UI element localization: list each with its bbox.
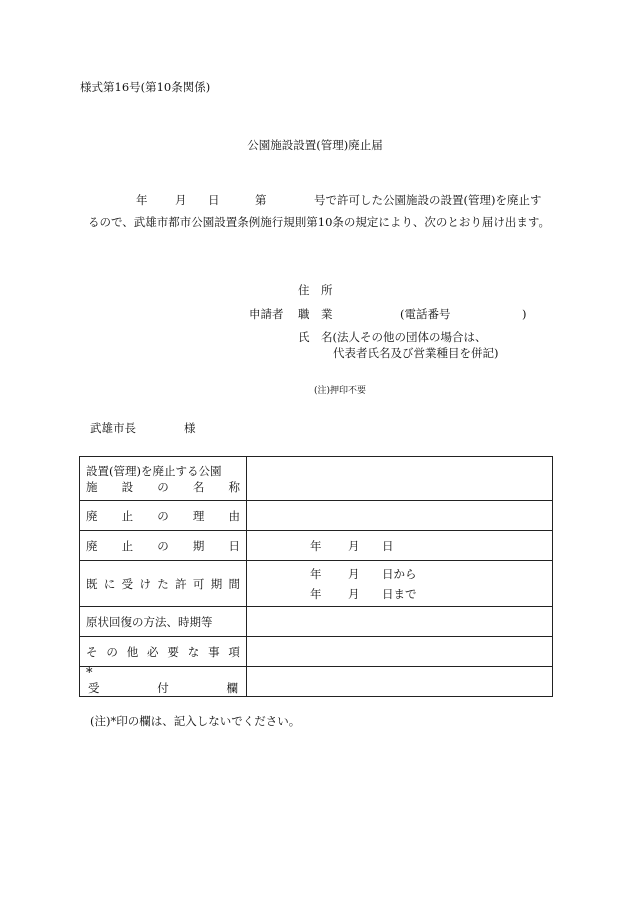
label-char: 廃: [86, 508, 98, 523]
label-char: そ: [86, 644, 98, 659]
label-char: に: [103, 576, 116, 591]
from-year: 年: [310, 566, 322, 581]
label-char: 受: [121, 576, 134, 591]
restoration-method-label: 原状回復の方法、時期等: [80, 607, 247, 637]
declaration-line-2: るので、武雄市都市公園設置条例施行規則第10条の規定により、次のとおり届け出ます。: [88, 215, 550, 229]
facility-name-field[interactable]: [247, 457, 553, 501]
abolition-reason-field[interactable]: [247, 501, 553, 531]
label-char: 必: [147, 644, 159, 659]
table-row: [80, 531, 553, 561]
other-matters-field[interactable]: [247, 637, 553, 667]
declaration-line1-rest: 号で許可した公園施設の設置(管理)を廃止す: [314, 193, 542, 207]
label-char: 事: [208, 644, 220, 659]
date-day: 日: [382, 538, 394, 553]
label-char: 設: [121, 479, 134, 494]
label-char: 可: [192, 576, 205, 591]
label-char: 理: [192, 508, 205, 523]
facility-name-label: [80, 457, 247, 501]
to-month: 月: [348, 587, 360, 602]
label-char: 他: [126, 644, 139, 659]
bottom-note: (注)*印の欄は、記入しないでください。: [90, 714, 301, 728]
other-matters-label: [80, 637, 247, 667]
label-char: 称: [228, 479, 240, 494]
facility-name-label-line2: [86, 479, 240, 495]
label-char: 名: [192, 479, 205, 494]
label-char: 由: [228, 508, 240, 523]
table-row: [80, 607, 553, 637]
label-char: の: [157, 479, 169, 494]
from-month: 月: [348, 566, 360, 581]
to-year: 年: [310, 587, 322, 602]
table-row: [80, 457, 553, 501]
table-row: [80, 561, 553, 607]
label-char: 施: [86, 479, 98, 494]
label-char: 廃: [86, 538, 98, 553]
name-label: 氏 名(法人その他の団体の場合は、: [298, 330, 487, 344]
declaration-month: 月: [175, 193, 187, 207]
label-char: 既: [86, 576, 98, 591]
label-char: 欄: [226, 680, 238, 695]
label-char: 止: [121, 508, 134, 523]
applicant-label: 申請者: [249, 307, 284, 321]
label-char: 期: [210, 576, 223, 591]
label-char: 間: [228, 576, 240, 591]
label-char: け: [139, 576, 151, 591]
addressee-honorific: 様: [184, 421, 196, 435]
label-char: 許: [175, 576, 187, 591]
asterisk-mark: *: [86, 665, 93, 681]
label-char: 受: [88, 680, 100, 695]
label-char: 付: [157, 680, 169, 695]
addressee-name: 武雄市長: [90, 421, 136, 435]
from-day: 日から: [382, 566, 417, 581]
form-number: 様式第16号(第10条関係): [80, 80, 211, 94]
date-year: 年: [310, 538, 322, 553]
declaration-year: 年: [136, 193, 148, 207]
label-char: の: [106, 644, 118, 659]
declaration-dai: 第: [255, 193, 267, 207]
abolition-date-field[interactable]: [247, 531, 553, 561]
document-title: 公園施設設置(管理)廃止届: [247, 138, 383, 152]
permit-period-label: [80, 561, 247, 607]
reception-field: [247, 667, 553, 697]
table-row: [80, 667, 553, 697]
address-label: 住 所: [298, 283, 333, 297]
label-char: な: [187, 644, 200, 659]
seal-note: (注)押印不要: [314, 386, 367, 396]
declaration-line-1: [88, 189, 558, 211]
declaration-day: 日: [208, 193, 220, 207]
declaration-text: [88, 189, 558, 233]
abolition-reason-label: [80, 501, 247, 531]
label-char: 要: [167, 644, 179, 659]
occupation-label: 職 業: [298, 307, 333, 321]
label-char: 項: [228, 644, 240, 659]
to-day: 日まで: [382, 587, 417, 602]
abolition-date-label: [80, 531, 247, 561]
name-note: 代表者氏名及び営業種目を併記): [333, 346, 499, 360]
facility-name-label-line1: 設置(管理)を廃止する公園: [86, 463, 222, 478]
date-month: 月: [348, 538, 360, 553]
form-table: [79, 456, 553, 697]
label-char: の: [157, 538, 169, 553]
addressee: [90, 421, 196, 435]
restoration-method-field[interactable]: [247, 607, 553, 637]
phone-close: ): [522, 307, 527, 321]
label-char: 日: [228, 538, 240, 553]
permit-period-field[interactable]: [247, 561, 553, 607]
label-char: 期: [192, 538, 205, 553]
table-row: [80, 501, 553, 531]
label-char: 止: [121, 538, 134, 553]
label-char: の: [157, 508, 169, 523]
reception-label: [80, 667, 247, 697]
phone-label: (電話番号: [400, 307, 451, 321]
table-row: [80, 637, 553, 667]
label-char: た: [157, 576, 169, 591]
